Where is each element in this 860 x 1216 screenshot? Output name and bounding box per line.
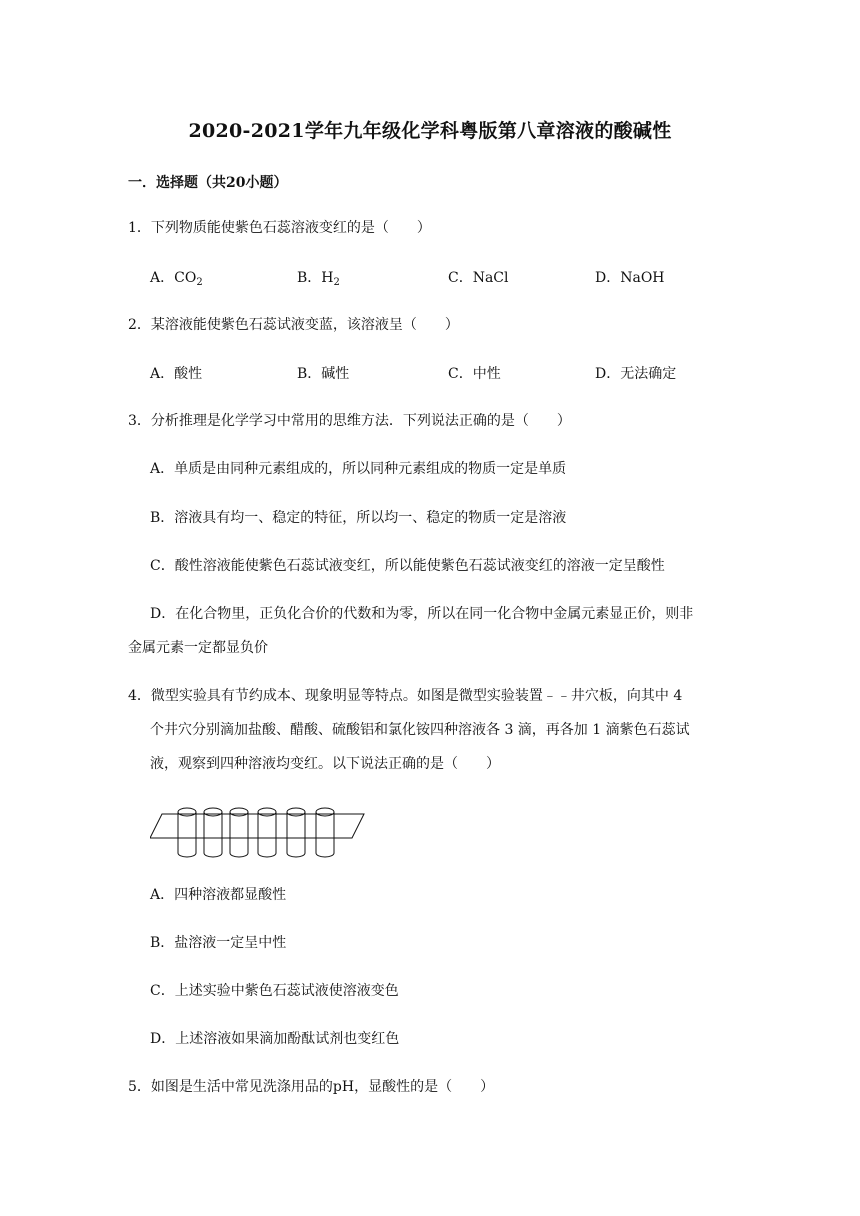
- question-1-option-d[interactable]: D．NaOH: [595, 270, 665, 286]
- question-1-option-b[interactable]: [297, 268, 340, 293]
- option-b-text: B．H: [297, 270, 334, 286]
- option-a-text: A．CO: [150, 270, 197, 286]
- subscript: 2: [196, 277, 203, 288]
- section-heading: 一．选择题（共20小题）: [128, 175, 288, 191]
- question-2-option-c[interactable]: C．中性: [448, 366, 501, 382]
- question-3-option-b[interactable]: B．溶液具有均一、稳定的特征，所以均一、稳定的物质一定是溶液: [150, 510, 567, 526]
- question-2-option-d[interactable]: D．无法确定: [595, 366, 677, 382]
- document-title: 2020-2021学年九年级化学科粤版第八章溶液的酸碱性: [188, 120, 672, 142]
- question-4-option-c[interactable]: C．上述实验中紫色石蕊试液使溶液变色: [150, 983, 399, 999]
- well-plate-figure: [150, 800, 368, 862]
- question-3-option-c[interactable]: C．酸性溶液能使紫色石蕊试液变红，所以能使紫色石蕊试液变红的溶液一定呈酸性: [150, 558, 665, 574]
- question-1-option-a[interactable]: [150, 268, 203, 293]
- question-1-stem: 1．下列物质能使紫色石蕊溶液变红的是（ ）: [128, 220, 431, 236]
- question-4-option-d[interactable]: D．上述溶液如果滴加酚酞试剂也变红色: [150, 1031, 400, 1047]
- plate-outline: [150, 814, 364, 838]
- well: [287, 808, 305, 857]
- question-4-option-b[interactable]: B．盐溶液一定呈中性: [150, 935, 287, 951]
- question-2-option-a[interactable]: A．酸性: [150, 366, 203, 382]
- subscript: 2: [333, 277, 340, 288]
- question-4-stem-line1: 4．微型实验具有节约成本、现象明显等特点。如图是微型实验装置﹣﹣井穴板，向其中 4: [128, 688, 683, 704]
- question-4-stem-line3: 液，观察到四种溶液均变红。以下说法正确的是（ ）: [150, 756, 500, 772]
- question-1-option-c[interactable]: C．NaCl: [448, 270, 509, 286]
- question-2-option-b[interactable]: B．碱性: [297, 366, 350, 382]
- well: [316, 808, 334, 857]
- well: [204, 808, 222, 857]
- wells: [178, 808, 334, 857]
- question-3-stem: 3．分析推理是化学学习中常用的思维方法．下列说法正确的是（ ）: [128, 413, 571, 429]
- well: [258, 808, 276, 857]
- question-3-option-d-line1[interactable]: D．在化合物里，正负化合价的代数和为零，所以在同一化合物中金属元素显正价，则非: [150, 606, 694, 622]
- question-3-option-d-line2: 金属元素一定都显负价: [128, 640, 268, 656]
- well: [178, 808, 196, 857]
- question-4-option-a[interactable]: A．四种溶液都显酸性: [150, 887, 287, 903]
- question-2-stem: 2．某溶液能使紫色石蕊试液变蓝，该溶液呈（ ）: [128, 317, 459, 333]
- question-5-stem: 5．如图是生活中常见洗涤用品的pH，显酸性的是（ ）: [128, 1079, 495, 1095]
- question-3-option-a[interactable]: A．单质是由同种元素组成的，所以同种元素组成的物质一定是单质: [150, 461, 567, 477]
- well: [230, 808, 248, 857]
- question-4-stem-line2: 个井穴分别滴加盐酸、醋酸、硫酸铝和氯化铵四种溶液各 3 滴，再各加 1 滴紫色石蕊试: [150, 722, 690, 738]
